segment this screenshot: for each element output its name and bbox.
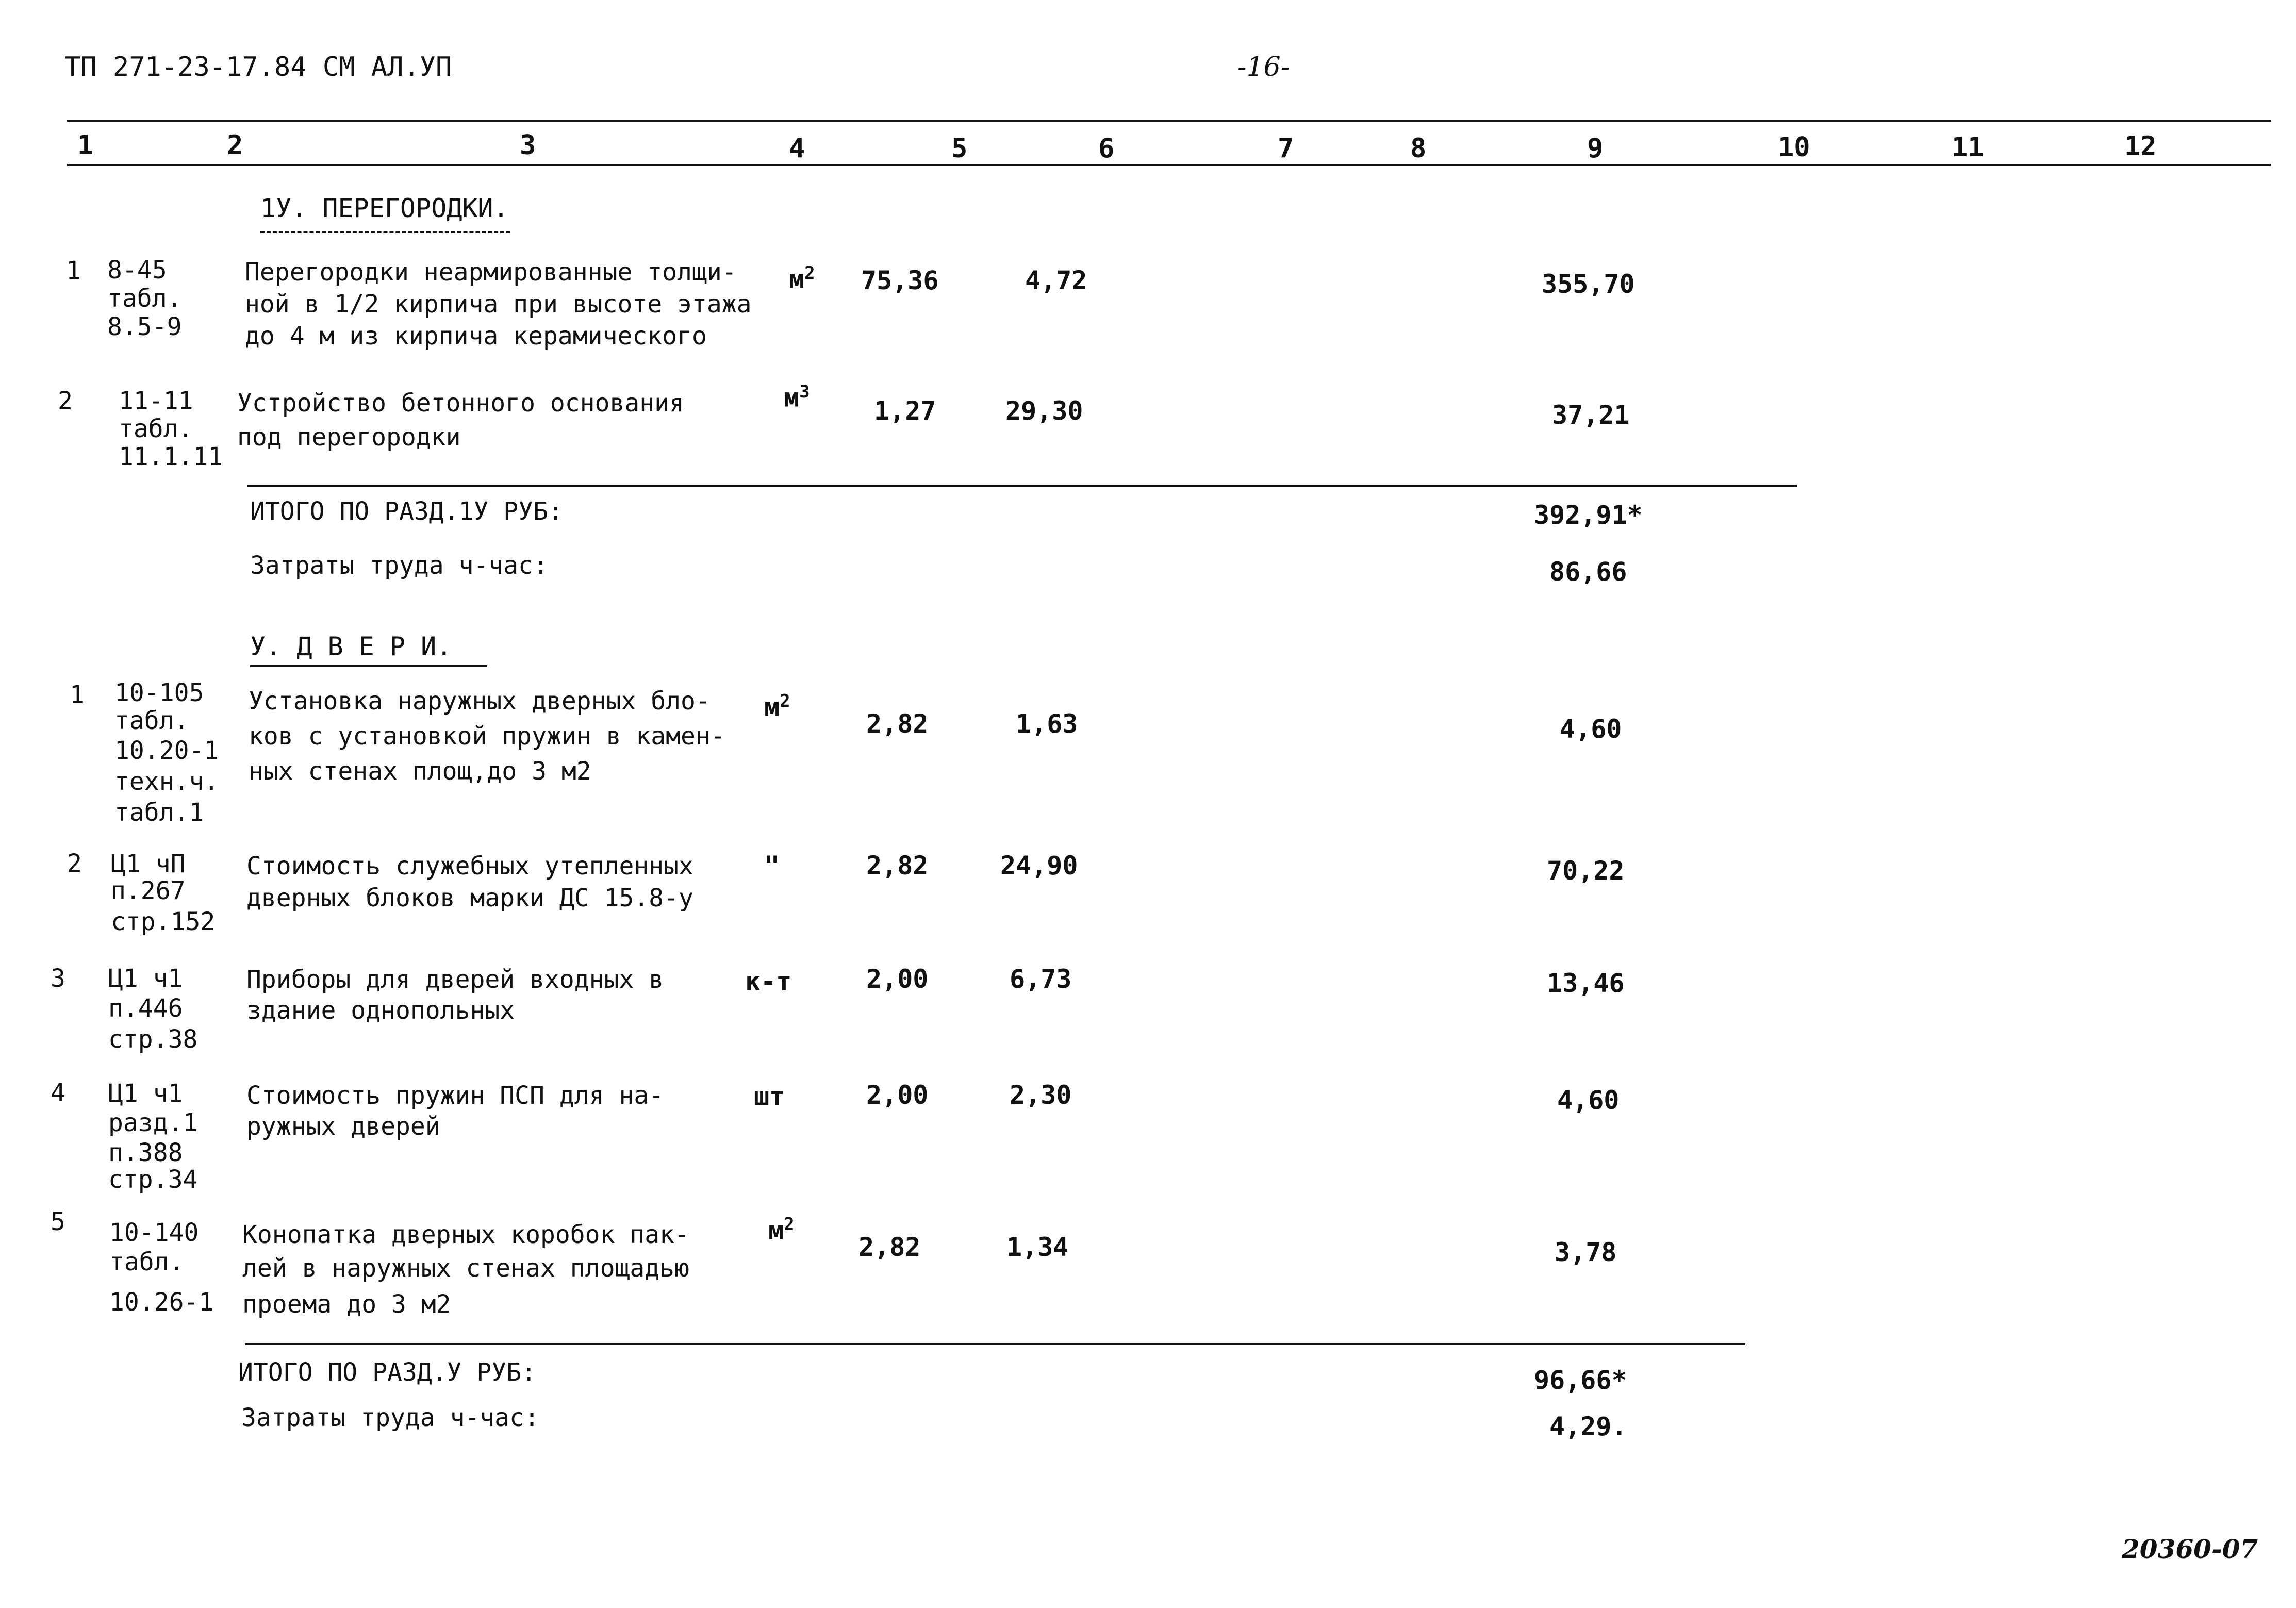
column-number: 2 bbox=[227, 130, 243, 161]
quantity: 75,36 bbox=[861, 266, 939, 295]
description-line: Устройство бетонного основания bbox=[237, 389, 684, 418]
section-total-label: ИТОГО ПО РАЗД.У РУБ: bbox=[238, 1358, 536, 1387]
labor-value: 86,66 bbox=[1549, 557, 1627, 587]
section-total-label: ИТОГО ПО РАЗД.1У РУБ: bbox=[250, 497, 563, 526]
code-line: табл. bbox=[109, 1248, 184, 1277]
description-line: Стоимость служебных утепленных bbox=[246, 852, 693, 881]
column-number: 4 bbox=[789, 133, 805, 164]
total-cost: 4,60 bbox=[1557, 1085, 1620, 1115]
code-line: п.388 bbox=[108, 1138, 183, 1167]
unit: к-т bbox=[745, 967, 792, 997]
description-line: под перегородки bbox=[237, 423, 461, 452]
document-code: ТП 271-23-17.84 СМ АЛ.УП bbox=[64, 52, 452, 82]
row-number: 1 bbox=[70, 681, 85, 709]
column-number: 7 bbox=[1278, 133, 1294, 164]
code-line: 11-11 bbox=[119, 387, 193, 416]
code-line: стр.34 bbox=[108, 1165, 198, 1194]
labor-label: Затраты труда ч-час: bbox=[241, 1403, 539, 1432]
unit-price: 1,34 bbox=[1006, 1232, 1069, 1262]
section-title-underline bbox=[250, 665, 487, 667]
code-line: разд.1 bbox=[108, 1108, 198, 1137]
code-line: Ц1 ч1 bbox=[108, 1079, 183, 1108]
description-line: Стоимость пружин ПСП для на- bbox=[246, 1081, 664, 1110]
unit-price: 1,63 bbox=[1016, 709, 1078, 739]
column-number: 3 bbox=[520, 130, 536, 161]
code-line: табл. bbox=[107, 284, 182, 313]
column-number: 11 bbox=[1952, 132, 1984, 163]
section-total-rule bbox=[247, 485, 1797, 487]
code-line: 10-105 bbox=[114, 678, 204, 707]
unit: шт bbox=[754, 1082, 785, 1112]
row-number: 1 bbox=[66, 256, 81, 285]
unit-price: 2,30 bbox=[1010, 1080, 1072, 1110]
code-line: табл. bbox=[119, 415, 193, 443]
row-number: 4 bbox=[51, 1079, 65, 1107]
description-line: ружных дверей bbox=[246, 1112, 440, 1141]
description-line: Конопатка дверных коробок пак- bbox=[242, 1220, 689, 1249]
code-line: п.267 bbox=[111, 876, 186, 905]
total-cost: 355,70 bbox=[1542, 269, 1635, 299]
row-number: 5 bbox=[51, 1207, 65, 1236]
labor-label: Затраты труда ч-час: bbox=[250, 551, 548, 580]
column-number: 12 bbox=[2124, 131, 2157, 162]
total-cost: 13,46 bbox=[1547, 968, 1625, 998]
quantity: 2,00 bbox=[866, 1080, 929, 1110]
column-number: 9 bbox=[1587, 133, 1604, 164]
total-cost: 37,21 bbox=[1552, 400, 1630, 430]
code-line: 8-45 bbox=[107, 256, 167, 285]
quantity: 2,82 bbox=[866, 709, 929, 739]
total-cost: 70,22 bbox=[1547, 856, 1625, 886]
description-line: здание однопольных bbox=[246, 996, 515, 1025]
quantity: 1,27 bbox=[874, 396, 936, 426]
quantity: 2,00 bbox=[866, 964, 929, 994]
description-line: проема до 3 м2 bbox=[242, 1290, 451, 1319]
section-title: 1У. ПЕРЕГОРОДКИ. bbox=[260, 193, 509, 223]
column-number: 10 bbox=[1778, 132, 1810, 163]
description-line: лей в наружных стенах площадью bbox=[242, 1254, 689, 1283]
code-line: 10-140 bbox=[109, 1218, 199, 1247]
code-line: стр.152 bbox=[111, 907, 216, 936]
quantity: 2,82 bbox=[858, 1232, 921, 1262]
code-line: табл.1 bbox=[114, 798, 204, 827]
code-line: стр.38 bbox=[108, 1025, 198, 1054]
description-line: ных стенах площ,до 3 м2 bbox=[249, 757, 591, 786]
unit-price: 4,72 bbox=[1025, 266, 1087, 295]
column-number: 8 bbox=[1410, 133, 1427, 164]
page-number: -16- bbox=[1237, 52, 1290, 82]
code-line: 10.20-1 bbox=[114, 736, 219, 765]
column-number: 1 bbox=[77, 130, 94, 161]
description-line: ной в 1/2 кирпича при высоте этажа bbox=[245, 290, 752, 319]
header-bottom-rule bbox=[67, 164, 2271, 166]
unit-price: 6,73 bbox=[1010, 964, 1072, 994]
description-line: Установка наружных дверных бло- bbox=[249, 687, 711, 716]
unit: $м^2$ bbox=[764, 691, 790, 722]
code-line: техн.ч. bbox=[114, 767, 219, 796]
code-line: 11.1.11 bbox=[119, 442, 223, 471]
header-top-rule bbox=[67, 120, 2271, 122]
section-title-underline bbox=[260, 231, 510, 233]
description-line: дверных блоков марки ДС 15.8-у bbox=[246, 884, 693, 913]
unit: " bbox=[764, 851, 780, 881]
unit: $м^2$ bbox=[789, 263, 815, 294]
labor-value: 4,29. bbox=[1549, 1412, 1627, 1441]
section-title: У. Д В Е Р И. bbox=[250, 632, 452, 661]
code-line: Ц1 чП bbox=[111, 850, 186, 878]
total-cost: 4,60 bbox=[1560, 714, 1622, 744]
section-total-value: 96,66* bbox=[1534, 1365, 1627, 1395]
column-number: 6 bbox=[1098, 133, 1115, 164]
description-line: ков с установкой пружин в камен- bbox=[249, 722, 725, 751]
row-number: 3 bbox=[51, 964, 65, 993]
code-line: п.446 bbox=[108, 994, 183, 1023]
unit-price: 29,30 bbox=[1005, 396, 1083, 426]
code-line: Ц1 ч1 bbox=[108, 964, 183, 993]
description-line: Приборы для дверей входных в bbox=[246, 965, 664, 994]
description-line: Перегородки неармированные толщи- bbox=[245, 258, 737, 287]
column-number: 5 bbox=[951, 133, 968, 164]
unit: $м^2$ bbox=[768, 1214, 795, 1246]
code-line: 10.26-1 bbox=[109, 1288, 214, 1317]
code-line: 8.5-9 bbox=[107, 312, 182, 341]
footer-code: 20360-07 bbox=[2122, 1534, 2258, 1564]
unit-price: 24,90 bbox=[1000, 851, 1078, 881]
description-line: до 4 м из кирпича керамического bbox=[245, 322, 707, 351]
section-total-rule bbox=[245, 1343, 1745, 1345]
total-cost: 3,78 bbox=[1555, 1237, 1617, 1267]
row-number: 2 bbox=[67, 849, 82, 878]
section-total-value: 392,91* bbox=[1534, 500, 1643, 530]
unit: $м^3$ bbox=[784, 382, 810, 413]
code-line: табл. bbox=[114, 706, 189, 735]
quantity: 2,82 bbox=[866, 851, 929, 881]
row-number: 2 bbox=[58, 387, 73, 416]
